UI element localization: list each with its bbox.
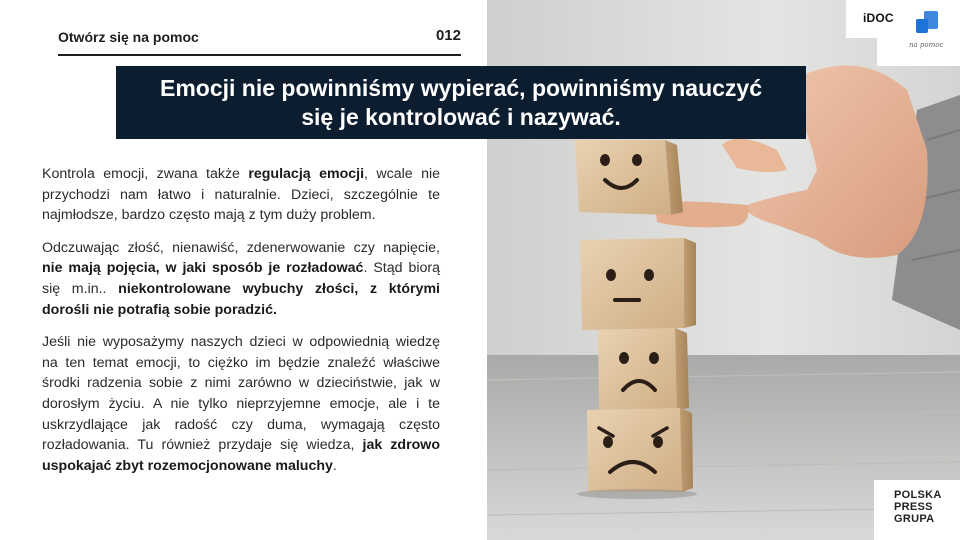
text-run-bold: jak zdrowo uspokajać zbyt rozemocjonowane maluchy xyxy=(42,437,440,474)
idoc-logo-text: iDOC xyxy=(863,11,894,25)
napomoc-logo-text: na pomoc xyxy=(909,41,944,49)
text-run: Jeśli nie wyposażymy naszych dzieci w odpowiednią wiedzę na ten temat emocji, to ciężko im będzie znaleźć właściwe środki radzenia sobie z nimi zarówno w dzieciństwie, jak w dorosłym życiu. A nie tylko nieprzyjemne emocje, ale i te uskrzydlające jak radość czy duma, wymagają często rozładowania. Tu również przydaje się wiedza, xyxy=(42,334,440,454)
headline-line-2: się je kontrolować i nazywać. xyxy=(301,103,621,130)
body-text xyxy=(42,164,440,488)
text-run: Kontrola emocji, zwana także xyxy=(42,166,249,182)
idoc-logo xyxy=(846,0,960,38)
headline-line-1: Emocji nie powinniśmy wypierać, powinniśmy nauczyć xyxy=(160,74,762,101)
text-run-bold: nie mają pojęcia, w jaki sposób je rozładować xyxy=(42,260,364,277)
polska-press-line-1: POLSKA xyxy=(894,489,942,501)
text-run: Odczuwając złość, nienawiść, zdenerwowanie czy napięcie, xyxy=(42,239,440,256)
paragraph xyxy=(42,238,440,320)
headline-banner xyxy=(116,66,806,139)
polska-press-line-3: GRUPA xyxy=(894,513,935,525)
polska-press-logo xyxy=(874,480,960,540)
text-run: , wcale nie przychodzi nam łatwo i naturalnie. Dzieci, szczególnie te najmłodsze, bardzo często mają z tym duży problem. xyxy=(42,166,441,224)
header-title: Otwórz się na pomoc xyxy=(58,29,199,45)
paragraph xyxy=(42,164,440,226)
polska-press-line-2: PRESS xyxy=(894,501,933,513)
slide-header xyxy=(58,26,461,56)
text-run-bold: regulacją emocji xyxy=(248,166,365,182)
napomoc-logo xyxy=(877,38,960,66)
idoc-brand-icon xyxy=(914,9,942,35)
text-run-bold: niekontrolowane wybuchy złości, z którymi dorośli nie potrafią sobie poradzić. xyxy=(42,280,440,318)
text-run: . xyxy=(332,457,337,474)
text-run: . Stąd biorą się m.in.. xyxy=(42,260,440,297)
paragraph xyxy=(42,332,440,476)
page-number: 012 xyxy=(435,27,461,44)
